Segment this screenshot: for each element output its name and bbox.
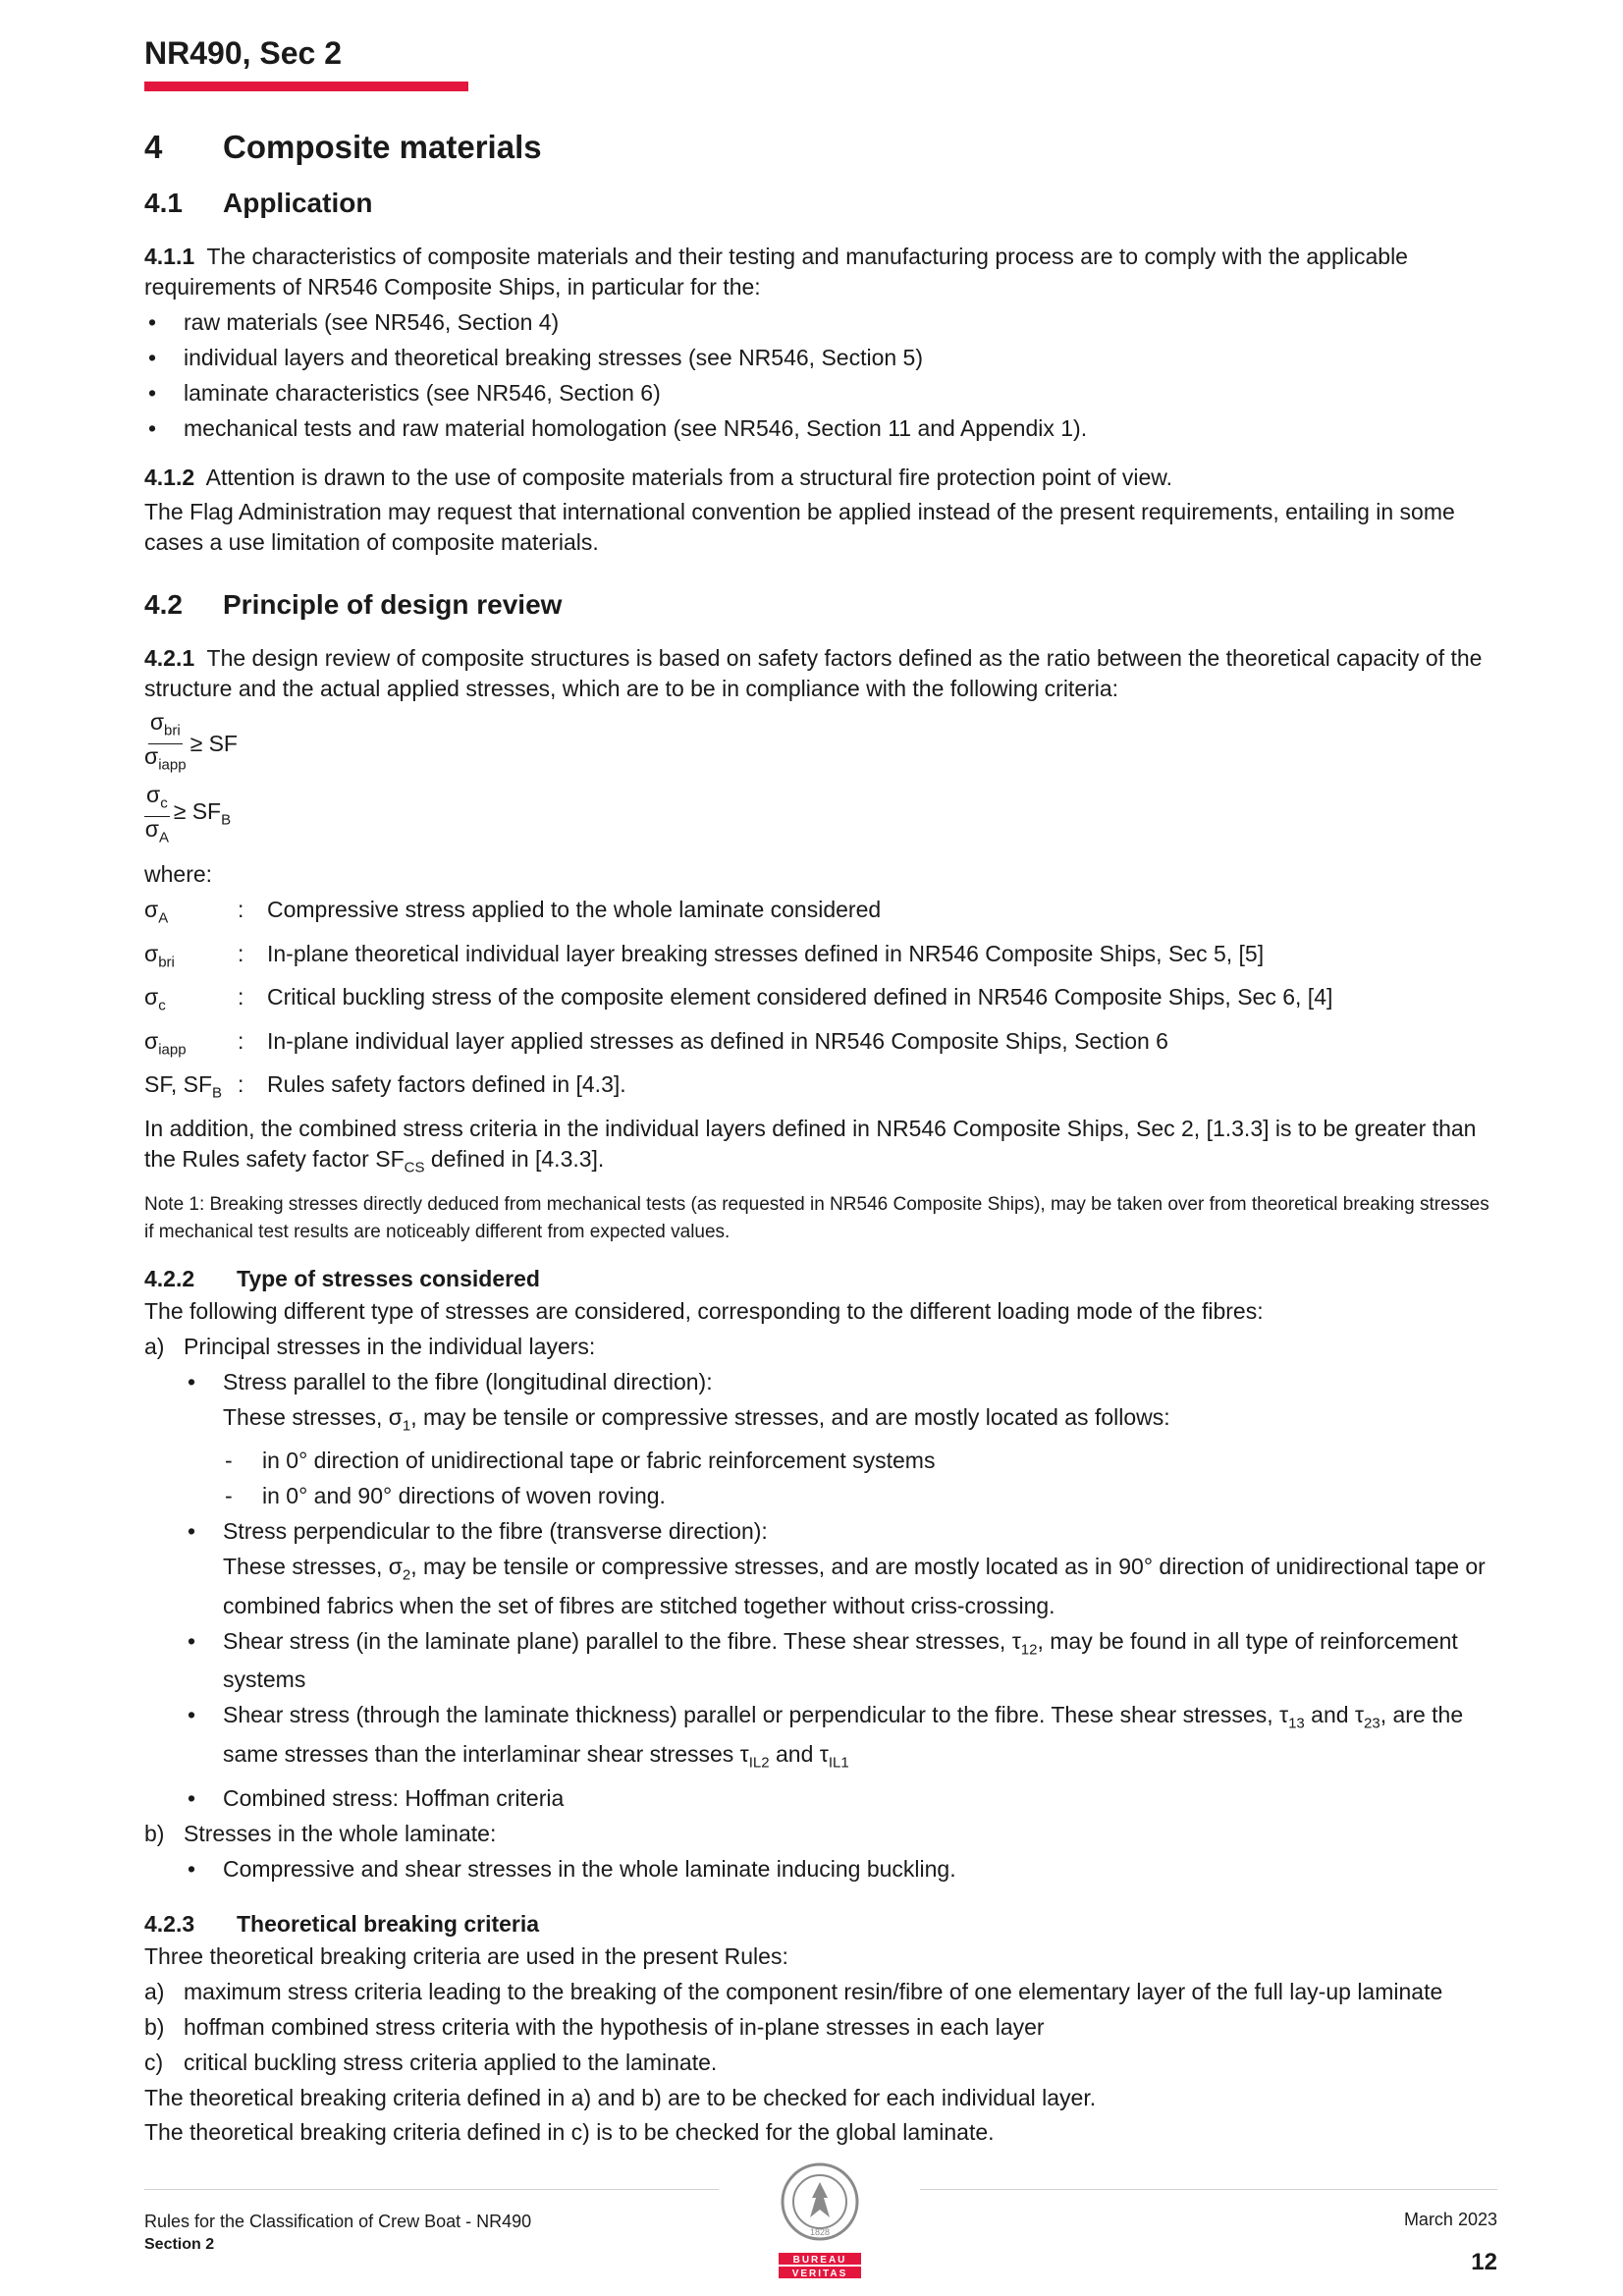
- list-item: • Shear stress (through the laminate thickness) parallel or perpendicular to the fibre. These shear stresses, $\tau_{13}$ and $\tau_{23}$, are the same stresses than the interlaminar shear stresses $\tau_{IL2}$ and $\tau_{IL1}$: [144, 1700, 1497, 1777]
- list-item: • Shear stress (in the laminate plane) parallel to the fibre. These shear stresses, $\tau_{12}$, may be found in all type of reinforcement systems: [144, 1626, 1497, 1696]
- footer-date: March 2023: [1403, 2210, 1497, 2229]
- list-item: b) hoffman combined stress criteria with the hypothesis of in-plane stresses in each layer: [144, 2013, 1045, 2040]
- footer-left: [144, 2210, 531, 2257]
- list-item: • individual layers and theoretical breaking stresses (see NR546, Section 5): [144, 343, 1497, 373]
- bureau-veritas-logo: [769, 2159, 871, 2281]
- section-heading: 4 Composite materials: [144, 129, 542, 165]
- list-item: c) critical buckling stress criteria applied to the laminate.: [144, 2049, 718, 2075]
- list-item: • Stress parallel to the fibre (longitudinal direction):: [144, 1367, 1497, 1397]
- footer-doc-title: Rules for the Classification of Crew Boat - NR490: [144, 2212, 532, 2231]
- definition-row: $\sigma_c$ : Critical buckling stress of the composite element considered defined in NR546 Composite Ships, Sec 6, [4]: [144, 984, 1333, 1014]
- paragraph-4-2-1: 4.2.1 The design review of composite structures is based on safety factors defined as the ratio between the theoretical capacity of the structure and the actual applied stresses, which are to be in compliance with the following criteria:: [144, 645, 1483, 701]
- subsection-heading-4-2-3: 4.2.3 Theoretical breaking criteria: [144, 1910, 540, 1937]
- note-1: Note 1: Breaking stresses directly deduced from mechanical tests (as requested in NR546 Composite Ships), may be taken over from theoretical breaking stresses if mechanical test results are noticeably different from expected values.: [144, 1193, 1489, 1242]
- list-item: b) Stresses in the whole laminate:: [144, 1820, 497, 1846]
- where-label: where:: [144, 861, 213, 887]
- footer-rule-right: [920, 2189, 1497, 2190]
- list-item: - in 0° and 90° directions of woven roving.: [144, 1481, 1497, 1511]
- list-item: • laminate characteristics (see NR546, Section 6): [144, 378, 1497, 409]
- subsection-heading-4-2: 4.2 Principle of design review: [144, 589, 563, 620]
- header-accent-bar: [144, 82, 468, 91]
- definition-row: $\sigma_A$ : Compressive stress applied to the whole laminate considered: [144, 897, 882, 927]
- list-item: • mechanical tests and raw material homologation (see NR546, Section 11 and Appendix 1).: [144, 413, 1497, 444]
- footer-section: Section 2: [144, 2236, 215, 2253]
- paragraph-4-1-1: 4.1.1 The characteristics of composite materials and their testing and manufacturing process are to comply with the applicable requirements of NR546 Composite Ships, in particular for the:: [144, 244, 1408, 300]
- definition-row: $\sigma_{bri}$ : In-plane theoretical individual layer breaking stresses defined in NR546 Composite Ships, Sec 5, [5]: [144, 940, 1265, 971]
- formula-sf: $\frac{\sigma_{bri}}{\sigma_{iapp}}$ ≥ SF: [144, 708, 238, 774]
- paragraph-addition: In addition, the combined stress criteria in the individual layers defined in NR546 Composite Ships, Sec 2, [1.3.3] is to be greater than the Rules safety factor $SF_{CS}$ defined in [4.3.3].: [144, 1115, 1477, 1176]
- paragraph-4-1-2: 4.1.2 Attention is drawn to the use of composite materials from a structural fire protection point of view.: [144, 465, 1173, 490]
- list-item: • Stress perpendicular to the fibre (transverse direction):: [144, 1516, 1497, 1547]
- paragraph-criteria-ab: The theoretical breaking criteria defined in a) and b) are to be checked for each individual layer.: [144, 2084, 1097, 2110]
- list-item: - in 0° direction of unidirectional tape or fabric reinforcement systems: [144, 1446, 1497, 1476]
- paragraph-intro-4-2-3: Three theoretical breaking criteria are used in the present Rules:: [144, 1942, 788, 1969]
- page-number: 12: [1471, 2249, 1497, 2275]
- document-body: [144, 128, 1497, 2152]
- list-item: a) maximum stress criteria leading to the breaking of the component resin/fibre of one elementary layer of the full lay-up laminate: [144, 1978, 1443, 2004]
- list-item: a) Principal stresses in the individual layers:: [144, 1333, 596, 1359]
- svg-text:1828: 1828: [809, 2227, 831, 2237]
- subsection-heading-4-1: 4.1 Application: [144, 188, 373, 218]
- running-header: NR490, Sec 2: [144, 35, 343, 71]
- subsection-heading-4-2-2: 4.2.2 Type of stresses considered: [144, 1265, 540, 1291]
- definition-row: SF, $SF_B$ : Rules safety factors defined in [4.3].: [144, 1071, 626, 1102]
- definition-row: $\sigma_{iapp}$ : In-plane individual layer applied stresses as defined in NR546 Composite Ships, Section 6: [144, 1027, 1168, 1059]
- paragraph-criteria-c: The theoretical breaking criteria defined in c) is to be checked for the global laminate.: [144, 2118, 995, 2145]
- list-item-text: These stresses, $\sigma_2$, may be tensile or compressive stresses, and are mostly located as in 90° direction of unidirectional tape or combined fabrics when the set of fibres are stitched together without criss-crossing.: [223, 1554, 1486, 1618]
- paragraph-intro-4-2-2: The following different type of stresses are considered, corresponding to the different loading mode of the fibres:: [144, 1297, 1264, 1324]
- list-item-text: These stresses, $\sigma_1$, may be tensile or compressive stresses, and are mostly located as follows:: [223, 1403, 1170, 1435]
- list-item: • raw materials (see NR546, Section 4): [144, 307, 1497, 338]
- svg-text:VERITAS: VERITAS: [791, 2269, 848, 2279]
- svg-text:BUREAU: BUREAU: [792, 2255, 847, 2266]
- list-item: • Compressive and shear stresses in the whole laminate inducing buckling.: [144, 1854, 1497, 1885]
- footer-rule-left: [144, 2189, 719, 2190]
- list-item: • Combined stress: Hoffman criteria: [144, 1783, 1497, 1814]
- paragraph-flag-administration: The Flag Administration may request that international convention be applied instead of the present requirements, entailing in some cases a use limitation of composite materials.: [144, 499, 1455, 555]
- formula-sfb: $\frac{\sigma_c}{\sigma_A}$ ≥ $SF_B$: [144, 781, 232, 847]
